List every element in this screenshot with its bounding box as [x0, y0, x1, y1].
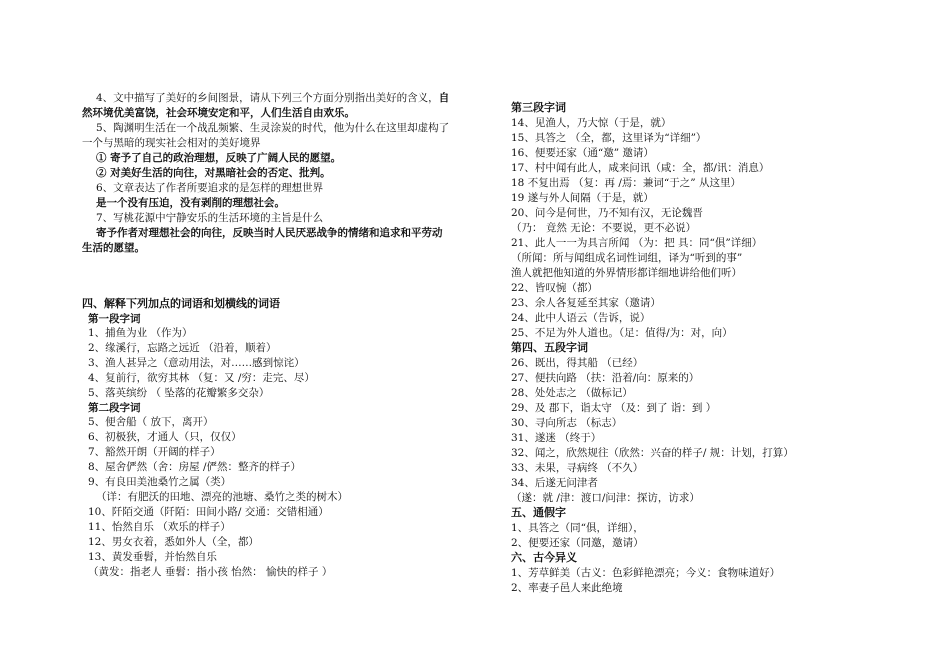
list-item: 11、怡然自乐 （欢乐的样子） [88, 521, 231, 533]
list-item: 18 不复出焉 （复：再 /焉：兼词“于之” 从这里） [511, 177, 741, 189]
list-item: （所闻：所与闻组成名词性词组，译为“听到的事” [511, 252, 743, 264]
list-item: 8、屋舍俨然（舍：房屋 /俨然：整齐的样子） [88, 461, 302, 473]
list-item: 1、具答之（同“俱，详细）， [511, 522, 644, 534]
list-item: 15、具答之 （全，都，这里译为“详细”） [511, 132, 707, 144]
list-item: 25、不足为外人道也。（足：值得/为：对，向） [511, 327, 733, 339]
list-item: 2、缘溪行，忘路之远近 （沿着，顺着） [88, 342, 277, 354]
list-item: 1、芳草鲜美（古义：色彩鲜艳漂亮；今义：食物味道好） [511, 567, 781, 579]
section-5-title: 五、通假字 [511, 506, 566, 519]
list-item: 渔人就把他知道的外界情形都详细地讲给他们听） [511, 267, 742, 279]
list-item: 9、有良田美池桑竹之属（类） [88, 476, 232, 488]
answer-7-line2: 生活的愿望。 [82, 242, 145, 254]
list-item: 26、既出，得其船 （已经） [511, 357, 644, 369]
list-item: 6、初极狭，才通人（只，仅仅） [88, 431, 242, 443]
para1-title: 第一段字词 [88, 313, 141, 325]
list-item: 29、及 郡下，诣太守 （及：到了 诣：到 ） [511, 402, 717, 414]
para45-title: 第四、五段字词 [511, 341, 588, 354]
question-5-line2: 一个与黑暗的现实社会相对的美好境界 [82, 137, 261, 149]
list-item: 28、处处志之 （做标记） [511, 387, 633, 399]
answer-5-1: ① 寄予了自己的政治理想，反映了广阔人民的愿望。 [96, 152, 342, 164]
list-item: （乃： 竟然 无论：不要说，更不必说） [511, 222, 697, 234]
answer-6: 是一个没有压迫，没有剥削的理想社会。 [96, 197, 285, 209]
section-6-title: 六、古今异义 [511, 551, 577, 564]
list-item: 22、皆叹惋（都） [511, 282, 598, 294]
list-item: 32、闻之，欣然规往（欣然：兴奋的样子/ 规：计划，打算） [511, 447, 794, 459]
question-5-line1: 5、陶渊明生活在一个战乱频繁、生灵涂炭的时代，他为什么在这里却虚构了 [96, 122, 450, 134]
list-item: 21、此人一一为具言所闻 （为：把 具：同“俱”详细） [511, 237, 763, 249]
list-item: 10、阡陌交通（阡陌：田间小路/ 交通：交错相通） [88, 506, 329, 518]
question-7: 7、写桃花源中宁静安乐的生活环境的主旨是什么 [96, 212, 324, 224]
list-item: 27、便扶向路 （扶：沿着/向：原来的） [511, 372, 700, 384]
list-item: 14、见渔人，乃大惊（于是，就） [511, 117, 672, 129]
para2-title: 第二段字词 [88, 402, 141, 414]
list-item: 34、后遂无问津者 [511, 477, 598, 489]
list-item: 17、村中闻有此人，咸来问讯（咸：全，都/讯：消息） [511, 162, 770, 174]
list-item: 1、捕鱼为业 （作为） [88, 327, 193, 339]
list-item: 24、此中人语云（告诉，说） [511, 312, 651, 324]
answer-5-2: ② 对美好生活的向往，对黑暗社会的否定、批判。 [96, 167, 331, 179]
list-item: 23、余人各复延至其家（邀请） [511, 297, 661, 309]
list-item: 12、男女衣着，悉如外人（全，都） [88, 536, 259, 548]
list-item: （黄发：指老人 垂髫：指小孩 怡然： 愉快的样子 ） [88, 566, 333, 578]
list-item: 33、未果，寻病终 （不久） [511, 462, 644, 474]
para3-title: 第三段字词 [511, 101, 566, 114]
answer-7-line1: 寄予作者对理想社会的向往，反映当时人民厌恶战争的情绪和追求和平劳动 [96, 227, 443, 239]
list-item: 30、寻向所志 （标志） [511, 417, 623, 429]
list-item: 5、落英缤纷 （ 坠落的花瓣繁多交杂） [88, 387, 270, 399]
list-item: 20、问今是何世，乃不知有汉，无论魏晋 [511, 207, 703, 219]
list-item: 7、豁然开朗（开阔的样子） [88, 446, 221, 458]
list-item: 19 遂与外人间隔（于是，就） [511, 192, 654, 204]
section-4-title: 四、解释下列加点的词语和划横线的词语 [82, 297, 280, 310]
list-item: 13、黄发垂髫，并怡然自乐 [88, 551, 217, 563]
list-item: （遂：就 /津：渡口/问津：探访，访求） [511, 492, 700, 504]
answer-4: 然环境优美富饶，社会环境安定和平，人们生活自由欢乐。 [82, 107, 355, 119]
list-item: 2、便要还家（同邀，邀请） [511, 537, 644, 549]
list-item: 3、渔人甚异之（意动用法，对……感到惊诧） [88, 357, 305, 369]
list-item: 4、复前行，欲穷其林 （复：又 /穷：走完、尽） [88, 372, 315, 384]
list-item: 31、遂迷 （终于） [511, 432, 602, 444]
question-4: 4、文中描写了美好的乡间图景，请从下列三个方面分别指出美好的含义，自 [96, 92, 450, 104]
list-item: （详：有肥沃的田地、漂亮的池塘、桑竹之类的树木） [96, 491, 348, 503]
question-6: 6、文章表达了作者所要追求的是怎样的理想世界 [96, 182, 324, 194]
list-item: 16、便要还家（通“邀” 邀请） [511, 147, 654, 159]
list-item: 2、率妻子邑人来此绝境 [511, 582, 623, 594]
list-item: 5、便舍船（ 放下，离开） [88, 416, 214, 428]
